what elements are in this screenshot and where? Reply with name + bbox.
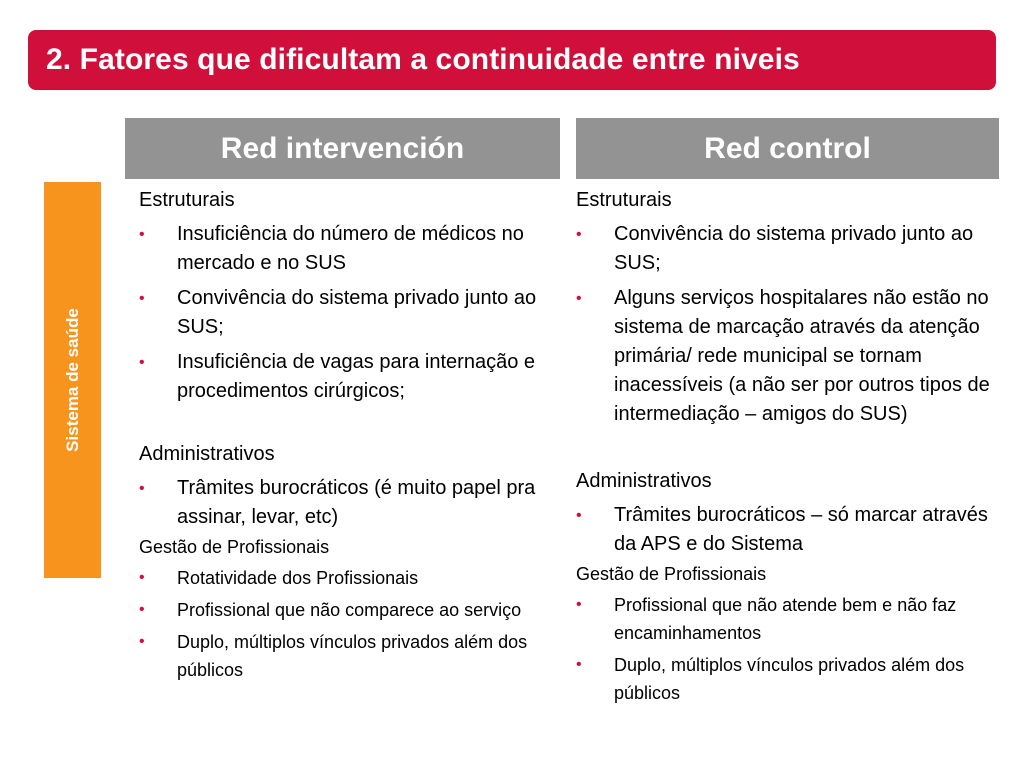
list-item: • Rotatividade dos Profissionais	[139, 564, 549, 592]
bullet-icon: •	[576, 226, 582, 243]
bullet-icon: •	[576, 290, 582, 307]
list-item: • Profissional que não atende bem e não faz encaminhamentos	[576, 591, 996, 647]
bullet-icon: •	[576, 656, 582, 673]
bullet-icon: •	[576, 507, 582, 524]
list-administrativos	[139, 474, 549, 532]
section-heading-estruturais: Estruturais	[139, 189, 235, 211]
list-gestao	[576, 591, 996, 707]
list-gestao	[139, 564, 549, 684]
right-column	[576, 186, 996, 707]
list-item: • Insuficiência de vagas para internação e procedimentos cirúrgicos;	[139, 348, 549, 406]
list-item: • Convivência do sistema privado junto ao SUS;	[139, 284, 549, 342]
section-heading-gestao: Gestão de Profissionais	[576, 564, 767, 584]
left-column	[139, 186, 549, 684]
bullet-icon: •	[576, 596, 582, 613]
list-estruturais	[576, 220, 996, 429]
bullet-icon: •	[139, 569, 145, 586]
section-heading-gestao: Gestão de Profissionais	[139, 537, 330, 557]
list-administrativos	[576, 501, 996, 559]
bullet-icon: •	[139, 480, 145, 497]
list-item: • Insuficiência do número de médicos no mercado e no SUS	[139, 220, 549, 278]
bullet-icon: •	[139, 354, 145, 371]
list-item: • Convivência do sistema privado junto ao SUS;	[576, 220, 996, 278]
list-estruturais	[139, 220, 549, 406]
page-title: 2. Fatores que dificultam a continuidade entre niveis	[46, 43, 800, 76]
section-heading-administrativos: Administrativos	[139, 443, 275, 465]
list-item: • Profissional que não comparece ao serviço	[139, 596, 549, 624]
list-item: • Duplo, múltiplos vínculos privados além dos públicos	[576, 651, 996, 707]
bullet-icon: •	[139, 601, 145, 618]
list-item: • Trâmites burocráticos (é muito papel pra assinar, levar, etc)	[139, 474, 549, 532]
right-column-header: Red control	[576, 118, 999, 179]
side-bar	[44, 182, 101, 578]
bullet-icon: •	[139, 226, 145, 243]
title-bar	[28, 30, 996, 90]
list-item: • Trâmites burocráticos – só marcar através da APS e do Sistema	[576, 501, 996, 559]
section-heading-administrativos: Administrativos	[576, 470, 712, 492]
bullet-icon: •	[139, 290, 145, 307]
list-item: • Alguns serviços hospitalares não estão no sistema de marcação através da atenção primária/ rede municipal se tornam inacessíveis (a não ser por outros tipos de intermediação – amigos do SUS)	[576, 284, 996, 429]
section-heading-estruturais: Estruturais	[576, 189, 672, 211]
side-label: Sistema de saúde	[62, 308, 82, 452]
bullet-icon: •	[139, 633, 145, 650]
list-item: • Duplo, múltiplos vínculos privados além dos públicos	[139, 628, 549, 684]
left-column-header: Red intervención	[125, 118, 560, 179]
